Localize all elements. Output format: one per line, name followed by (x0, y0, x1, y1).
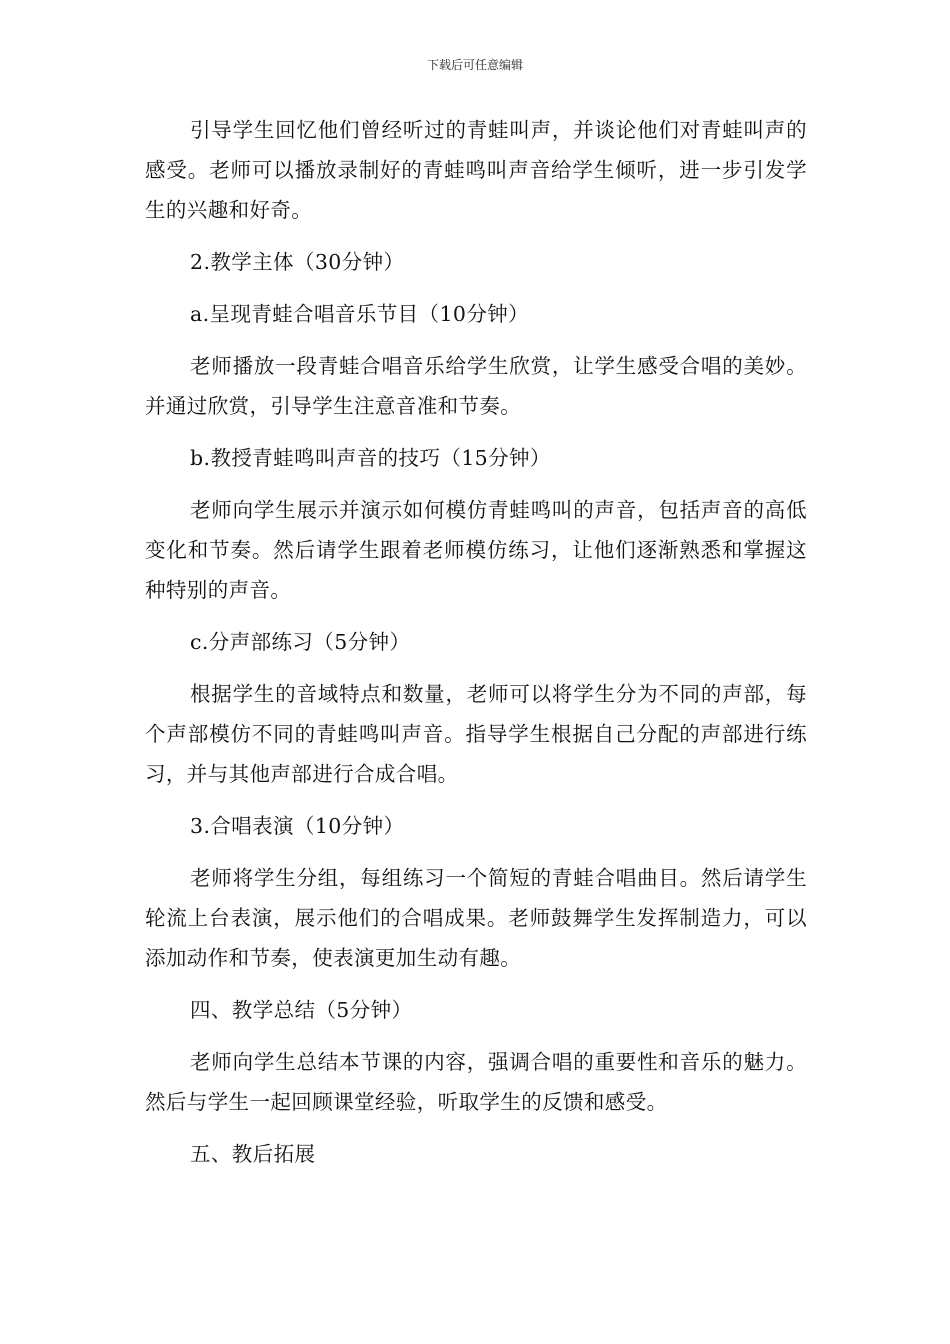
paragraph-b: 老师向学生展示并演示如何模仿青蛙鸣叫的声音，包括声音的高低变化和节奏。然后请学生跟着老师模仿练习，让他们逐渐熟悉和掌握这种特别的声音。 (145, 498, 807, 602)
paragraph-c: 根据学生的音域特点和数量，老师可以将学生分为不同的声部，每个声部模仿不同的青蛙鸣叫声音。指导学生根据自己分配的声部进行练习，并与其他声部进行合成合唱。 (145, 682, 807, 786)
subheading-c: c.分声部练习（5分钟） (190, 630, 411, 654)
paragraph-a: 老师播放一段青蛙合唱音乐给学生欣赏，让学生感受合唱的美妙。并通过欣赏，引导学生注意音准和节奏。 (145, 354, 807, 418)
heading-performance: 3.合唱表演（10分钟） (190, 814, 405, 838)
page-header: 下载后可任意编辑 (426, 58, 523, 72)
subheading-b: b.教授青蛙鸣叫声音的技巧（15分钟） (190, 446, 551, 470)
document-body (145, 110, 807, 1186)
paragraph-performance: 老师将学生分组，每组练习一个简短的青蛙合唱曲目。然后请学生轮流上台表演，展示他们的合唱成果。老师鼓舞学生发挥制造力，可以添加动作和节奏，使表演更加生动有趣。 (145, 866, 807, 970)
heading-teaching-main: 2.教学主体（30分钟） (190, 250, 405, 274)
subheading-a: a.呈现青蛙合唱音乐节目（10分钟） (190, 302, 530, 326)
paragraph-intro: 引导学生回忆他们曾经听过的青蛙叫声，并谈论他们对青蛙叫声的感受。老师可以播放录制好的青蛙鸣叫声音给学生倾听，进一步引发学生的兴趣和好奇。 (145, 118, 807, 222)
heading-summary: 四、教学总结（5分钟） (190, 998, 413, 1022)
paragraph-summary: 老师向学生总结本节课的内容，强调合唱的重要性和音乐的魅力。然后与学生一起回顾课堂经验，听取学生的反馈和感受。 (145, 1050, 807, 1114)
heading-extension: 五、教后拓展 (190, 1142, 316, 1166)
